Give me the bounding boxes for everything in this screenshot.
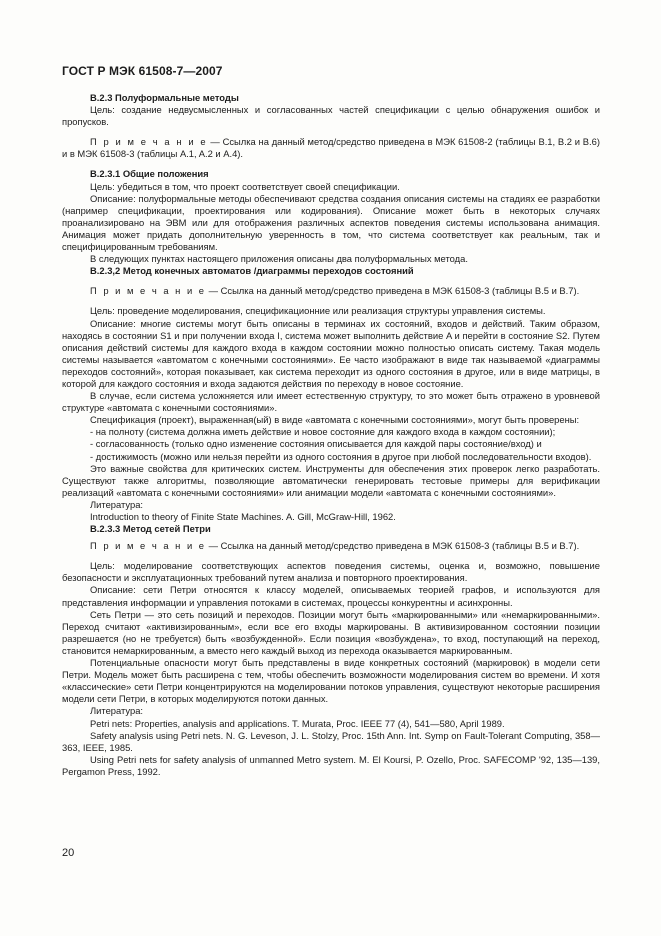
paragraph-description: Описание: полуформальные методы обеспечивают средства создания описания системы на стадиях ее разработки (например спецификации, проектирования или кодирования). Описание может быть в некоторых случаях проанализировано на ЭВМ или для отображения различных аспектов поведения системы использована анимация. Анимация может придать дополнительную уверенность в том, что система соответствует как реальным, так и специфицированным требованиям. <box>62 192 600 253</box>
paragraph: В случае, если система усложняется или имеет естественную структуру, то это может быть отражено в уровневой структуре «автомата с конечными состояниями». <box>62 390 600 414</box>
section-heading-b232: B.2.3,2 Метод конечных автоматов /диаграммы переходов состояний <box>90 265 414 277</box>
page-header-standard-code: ГОСТ Р МЭК 61508-7—2007 <box>62 64 223 78</box>
paragraph: Сеть Петри — это сеть позиций и переходов. Позиции могут быть «маркированными» или «немаркированными». Переход считают «активизированным», если все его входы маркированы. В активизированном состоянии позиции разрешается (но не требуется) быть «возбужденной». Если позиция «возбуждена», то вход, поступающий на переход, становится немаркированным, а вместо него каждый выход из перехода оказывается маркированным. <box>62 608 600 656</box>
literature-reference: Using Petri nets for safety analysis of unmanned Metro system. M. El Koursi, P. Ozello, Proc. SAFECOMP '92, 135—139, Pergamon Press, 1992. <box>62 753 600 777</box>
note-label: П р и м е ч а н и е <box>90 285 207 297</box>
list-item: - согласованность (только одно изменение состояния описывается для каждой пары состояние/вход) и <box>90 438 542 450</box>
list-item: - на полноту (система должна иметь действие и новое состояние для каждого входа в каждом состоянии); <box>90 426 556 438</box>
literature-label: Литература: <box>90 498 144 510</box>
note-text: — Ссылка на данный метод/средство приведена в МЭК 61508-2 (таблицы B.1, B.2 и B.6) и в МЭК 61508-3 (таблицы A.1, A.2 и A.4). <box>62 136 600 160</box>
paragraph-goal: Цель: создание недвусмысленных и согласованных частей спецификации с целью обнаружения ошибок и пропусков. <box>62 104 600 128</box>
note-text: — Ссылка на данный метод/средство приведена в МЭК 61508-3 (таблицы B.5 и B.7). <box>206 285 580 297</box>
paragraph-goal: Цель: проведение моделирования, спецификационние или реализация структуры управления системы. <box>90 305 546 317</box>
literature-reference: Introduction to theory of Finite State Machines. A. Gill, McGraw-Hill, 1962. <box>90 511 396 522</box>
paragraph-description: Описание: сети Петри относятся к классу моделей, описываемых теорией графов, и используются для представления информации и управления потоками в системах, процессы конкурентны и асинхронны. <box>62 584 600 608</box>
literature-label: Литература: <box>90 705 144 717</box>
paragraph-description: Описание: многие системы могут быть описаны в терминах их состояний, входов и действий. Таким образом, находясь в состоянии S1 и при получении входа I, система может выполнить действие A и перейти в состояние S2. Путем описания действий системы для каждого входа в каждом состоянии можно полностью описать систему. Такая модель системы называется «автоматом с конечными состояниями». Ее часто изображают в виде так называемой «диаграммы переходов состояний», которая показывает, как система переходит из одного состояния в другое, или в виде матрицы, в которой для каждого состояния и входа задаются действия по переходу в новое состояние. <box>62 317 600 389</box>
note-label: П р и м е ч а н и е <box>90 136 208 148</box>
note-text: — Ссылка на данный метод/средство приведена в МЭК 61508-3 (таблицы B.5 и B.7). <box>206 540 580 552</box>
list-item: - достижимость (можно или нельзя перейти из одного состояния в другое при любой последовательности входов). <box>90 450 592 462</box>
paragraph: Потенциальные опасности могут быть представлены в виде конкретных состояний (маркировок) в модели сети Петри. Модель может быть расширена с тем, чтобы обеспечить возможности моделирования систем во времени. И хотя «классические» сети Петри концентрируются на моделировании потоков управления, существуют некоторые расширения модели сети Петри, в которых моделируются потоки данных. <box>62 657 600 705</box>
paragraph-goal: Цель: моделирование соответствующих аспектов поведения системы, оценка и, возможно, повышение безопасности и эксплуатационных требований путем анализа и повторного проектирования. <box>62 560 600 584</box>
document-body <box>62 92 600 778</box>
section-heading-b23: B.2.3 Полуформальные методы <box>90 92 239 103</box>
paragraph: Это важные свойства для критических систем. Инструменты для обеспечения этих проверок легко разработать. Существуют также алгоритмы, позволяющие автоматически генерировать тестовые примеры для верификации реализаций «автомата с конечными состояниями» или анимации модели «автомата с конечными состояниями». <box>62 462 600 498</box>
paragraph: Спецификация (проект), выраженная(ый) в виде «автомата с конечными состояниями», могут быть проверены: <box>90 414 580 426</box>
section-heading-b231: B.2.3.1 Общие положения <box>90 168 209 180</box>
paragraph: В следующих пунктах настоящего приложения описаны два полуформальных метода. <box>90 253 468 265</box>
literature-reference: Petri nets: Properties, analysis and applications. T. Murata, Proc. IEEE 77 (4), 541—580, April 1989. <box>90 717 505 729</box>
note-label: П р и м е ч а н и е <box>90 540 207 552</box>
literature-reference: Safety analysis using Petri nets. N. G. Leveson, J. L. Stolzy, Proc. 15th Ann. Int. Symp on Fault-Tolerant Computing, 358—363, IEEE, 1985. <box>62 729 600 753</box>
note <box>62 285 600 297</box>
paragraph-goal: Цель: убедиться в том, что проект соответствует своей спецификации. <box>90 180 400 192</box>
page-number: 20 <box>62 847 75 859</box>
section-heading-b233: B.2.3.3 Метод сетей Петри <box>90 523 211 535</box>
note <box>62 540 600 552</box>
note <box>62 136 600 160</box>
